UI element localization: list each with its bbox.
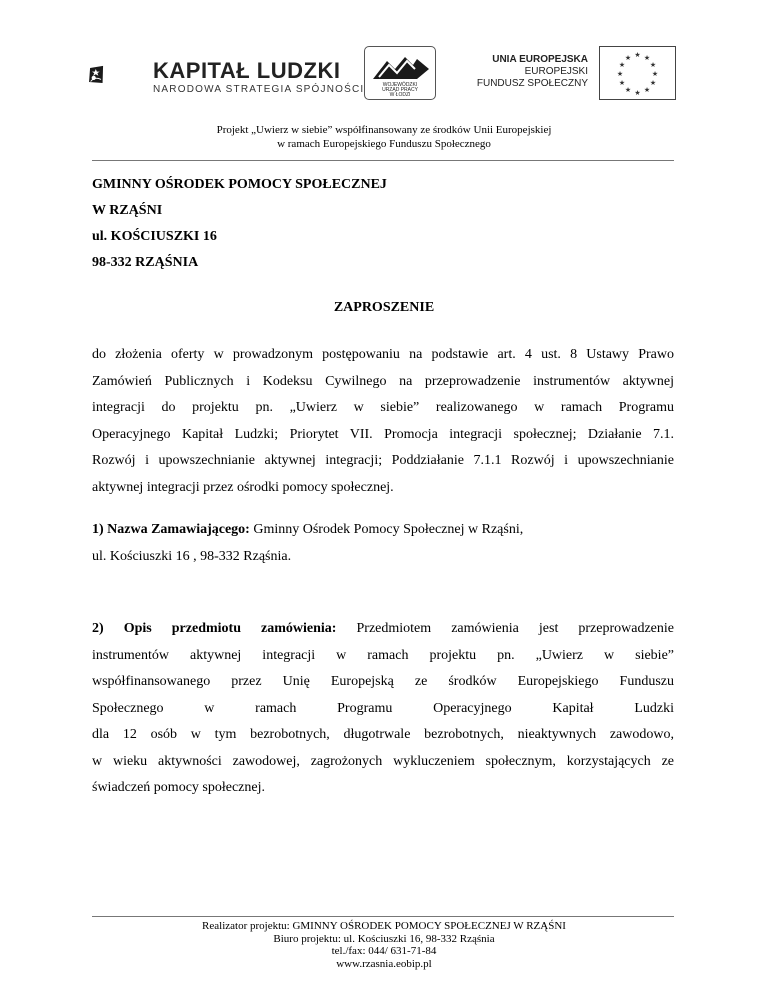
svg-text:★: ★ bbox=[618, 79, 626, 87]
address-line-4: 98-332 RZĄŚNIA bbox=[92, 255, 199, 270]
svg-text:★: ★ bbox=[618, 61, 626, 69]
eu-title: UNIA EUROPEJSKA bbox=[492, 54, 588, 65]
section-2-line: świadczeń pomocy społecznej. bbox=[92, 780, 265, 795]
intro-line: Operacyjnego Kapitał Ludzki; Priorytet VII. Promocja integracji społecznej; Działanie 7.1. bbox=[92, 426, 674, 442]
kapital-ludzki-subtitle: NARODOWA STRATEGIA SPÓJNOŚCI bbox=[153, 84, 365, 95]
section-2-line: współfinansowanego przez Unię Europejską ze środków Europejskiego Funduszu bbox=[92, 674, 674, 689]
footer-line-3: tel./fax: 044/ 631-71-84 bbox=[331, 945, 437, 957]
svg-text:★: ★ bbox=[624, 86, 632, 94]
project-line-2: w ramach Europejskiego Funduszu Społecznego bbox=[277, 138, 491, 150]
section-1-text: Gminny Ośrodek Pomocy Społecznej w Rząśni, bbox=[249, 522, 524, 537]
section-1-label: 1) Nazwa Zamawiającego: bbox=[92, 522, 250, 537]
svg-text:★: ★ bbox=[634, 89, 641, 97]
svg-text:★: ★ bbox=[634, 51, 641, 59]
project-line-1: Projekt „Uwierz w siebie” współfinansowany ze środków Unii Europejskiej bbox=[216, 124, 552, 136]
footer-divider bbox=[92, 916, 674, 917]
svg-text:★: ★ bbox=[651, 70, 659, 78]
section-2-first-line bbox=[92, 616, 674, 643]
address-line-2: W RZĄŚNI bbox=[92, 203, 163, 218]
footer bbox=[0, 920, 768, 970]
intro-line: aktywnej integracji przez ośrodki pomocy społecznej. bbox=[92, 479, 394, 495]
eu-text-block bbox=[470, 53, 588, 90]
intro-line: do złożenia oferty w prowadzonym postępowaniu na podstawie art. 4 ust. 8 Ustawy Prawo bbox=[92, 347, 674, 362]
intro-line: Rozwój i upowszechnianie aktywnej integracji; Poddziałanie 7.1.1 Rozwój i upowszechnianie bbox=[92, 453, 674, 468]
section-2-first-text: Przedmiotem zamówienia jest przeprowadzenie bbox=[336, 621, 674, 636]
section-1-line-2: ul. Kościuszki 16 , 98-332 Rząśnia. bbox=[92, 548, 292, 564]
section-2-label: 2) Opis przedmiotu zamówienia: bbox=[92, 621, 337, 636]
section-2-line: Społecznego w ramach Programu Operacyjnego Kapitał Ludzki bbox=[92, 700, 674, 716]
address-line-3: ul. KOŚCIUSZKI 16 bbox=[92, 229, 217, 244]
section-2-line: instrumentów aktywnej integracji w ramach projektu pn. „Uwierz w siebie” bbox=[92, 647, 674, 663]
footer-website-link[interactable]: www.rzasnia.eobip.pl bbox=[336, 957, 432, 970]
section-1-line bbox=[92, 517, 674, 544]
intro-paragraph bbox=[92, 342, 674, 501]
eu-line3: FUNDUSZ SPOŁECZNY bbox=[476, 78, 588, 89]
section-2-line: w wieku aktywności zawodowej, zagrożonych wykluczeniem społecznym, korzystających ze bbox=[92, 753, 674, 769]
eu-flag-icon bbox=[599, 46, 676, 100]
header-divider bbox=[92, 160, 674, 161]
eu-line2: EUROPEJSKI bbox=[524, 66, 588, 77]
intro-line: integracji do projektu pn. „Uwierz w siebie” realizowanego w ramach Programu bbox=[92, 400, 674, 415]
section-1 bbox=[92, 517, 674, 570]
section-2-line: dla 12 osób w tym bezrobotnych, długotrwale bezrobotnych, nieaktywnych zawodowo, bbox=[92, 727, 674, 742]
svg-text:★: ★ bbox=[616, 70, 624, 78]
svg-text:★: ★ bbox=[649, 61, 657, 69]
footer-line-2: Biuro projektu: ul. Kościuszki 16, 98-332 Rząśnia bbox=[273, 932, 495, 945]
wup-caption: WOJEWÓDZKI URZĄD PRACY W ŁODZI bbox=[382, 82, 418, 98]
address-line-1: GMINNY OŚRODEK POMOCY SPOŁECZNEJ bbox=[92, 177, 387, 192]
page-title: ZAPROSZENIE bbox=[333, 300, 435, 315]
svg-text:★: ★ bbox=[624, 54, 632, 62]
section-2 bbox=[92, 616, 674, 802]
svg-text:★: ★ bbox=[643, 86, 651, 94]
wup-arrow-icon bbox=[365, 47, 435, 87]
footer-line-1: Realizator projektu: GMINNY OŚRODEK POMOCY SPOŁECZNEJ W RZĄŚNI bbox=[202, 920, 566, 932]
intro-line: Zamówień Publicznych i Kodeksu Cywilnego na przeprowadzenie instrumentów aktywnej bbox=[92, 373, 674, 389]
svg-text:★: ★ bbox=[643, 54, 651, 62]
svg-text:★: ★ bbox=[649, 79, 657, 87]
kapital-ludzki-logo bbox=[88, 40, 153, 110]
kapital-ludzki-title: KAPITAŁ LUDZKI bbox=[153, 58, 341, 83]
